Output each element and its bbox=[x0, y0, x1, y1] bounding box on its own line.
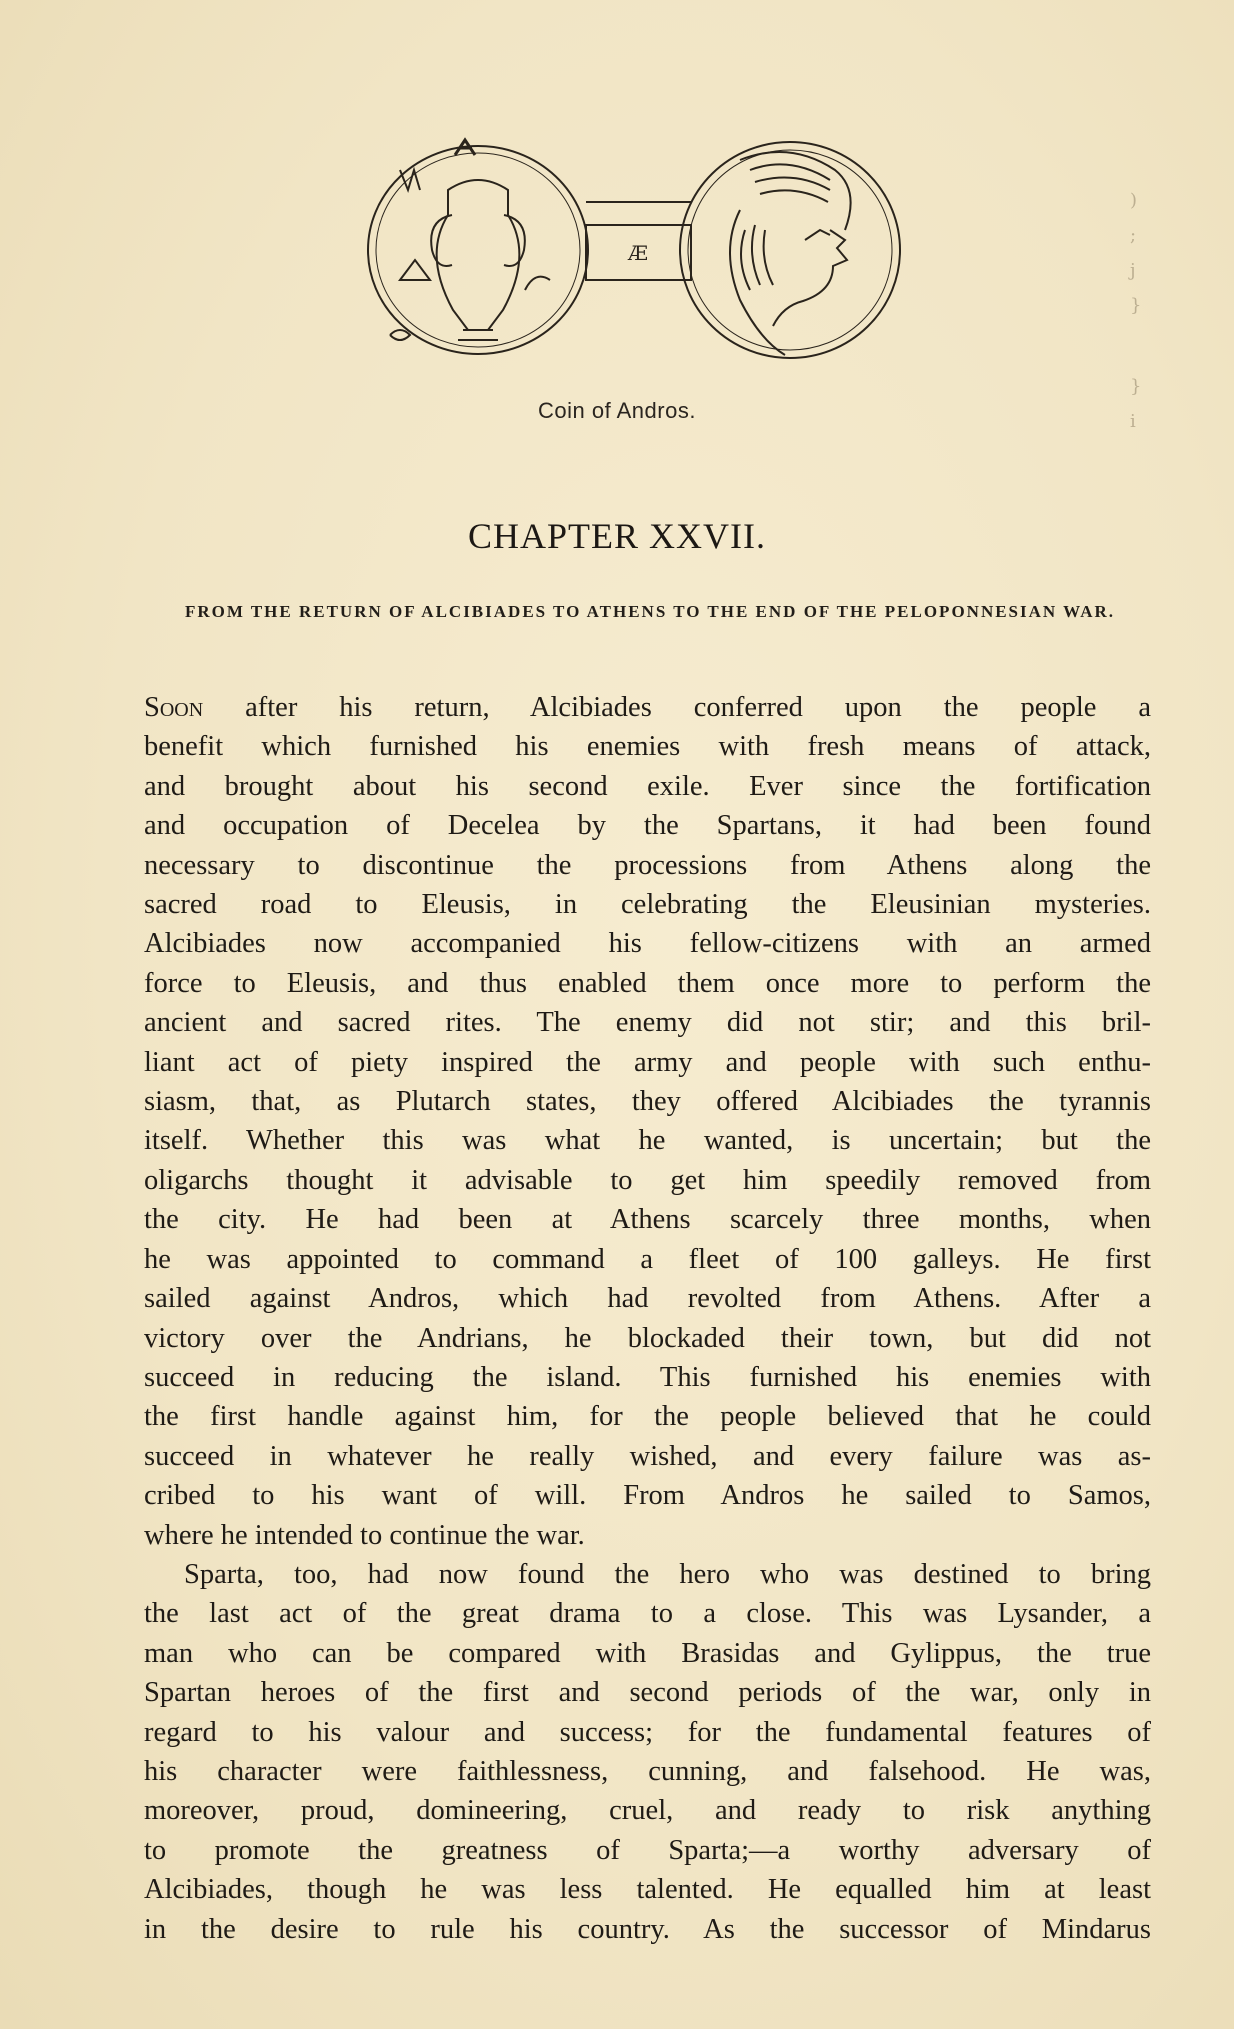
page-edge-marks: ) ; j } } i bbox=[1130, 190, 1142, 432]
text-line: Spartan heroes of the first and second periods of the war, only in bbox=[144, 1677, 1151, 1709]
text-line: and brought about his second exile. Ever since the fortification bbox=[144, 770, 1151, 802]
coin-reverse-head bbox=[680, 142, 900, 358]
text-line: succeed in reducing the island. This furnished his enemies with bbox=[144, 1361, 1151, 1393]
coin-metal-label: Æ bbox=[627, 241, 649, 265]
chapter-subtitle: FROM THE RETURN OF ALCIBIADES TO ATHENS TO THE END OF THE PELOPONNESIAN WAR. bbox=[184, 602, 1116, 621]
text-line: and occupation of Decelea by the Spartans, it had been found bbox=[144, 810, 1151, 842]
text-line: he was appointed to command a fleet of 100 galleys. He first bbox=[144, 1243, 1151, 1275]
text-line: itself. Whether this was what he wanted, is uncertain; but the bbox=[144, 1125, 1151, 1157]
coin-illustration bbox=[360, 130, 920, 370]
text-line: in the desire to rule his country. As the successor of Mindarus bbox=[144, 1913, 1151, 1945]
text-line: Soon after his return, Alcibiades conferred upon the people a bbox=[144, 692, 1151, 723]
text-line: Sparta, too, had now found the hero who was destined to bring bbox=[184, 1558, 1151, 1590]
text-line: man who can be compared with Brasidas and Gylippus, the true bbox=[144, 1637, 1151, 1669]
coin-of-andros-icon bbox=[360, 130, 920, 370]
body-text bbox=[144, 688, 1151, 1949]
text-line: siasm, that, as Plutarch states, they offered Alcibiades the tyrannis bbox=[144, 1086, 1151, 1118]
figure-caption: Coin of Andros. bbox=[538, 398, 696, 423]
text-line: his character were faithlessness, cunning, and falsehood. He was, bbox=[144, 1755, 1151, 1787]
text-line: succeed in whatever he really wished, and every failure was as- bbox=[144, 1440, 1151, 1472]
text-line: benefit which furnished his enemies with fresh means of attack, bbox=[144, 731, 1151, 763]
text-line: cribed to his want of will. From Andros he sailed to Samos, bbox=[144, 1480, 1151, 1512]
text-line: victory over the Andrians, he blockaded their town, but did not bbox=[144, 1322, 1151, 1354]
text-line: force to Eleusis, and thus enabled them once more to perform the bbox=[144, 967, 1151, 999]
text-line: where he intended to continue the war. bbox=[144, 1519, 585, 1551]
text-line: regard to his valour and success; for the fundamental features of bbox=[144, 1716, 1151, 1748]
chapter-title: CHAPTER XXVII. bbox=[468, 516, 766, 556]
text-line: necessary to discontinue the processions from Athens along the bbox=[144, 849, 1151, 881]
coin-obverse-amphora bbox=[368, 140, 588, 354]
text-line: the city. He had been at Athens scarcely three months, when bbox=[144, 1204, 1151, 1236]
text-line: to promote the greatness of Sparta;—a worthy adversary of bbox=[144, 1834, 1151, 1866]
text-line: the last act of the great drama to a close. This was Lysander, a bbox=[144, 1598, 1151, 1630]
text-line: sacred road to Eleusis, in celebrating the Eleusinian mysteries. bbox=[144, 889, 1151, 921]
text-line: sailed against Andros, which had revolted from Athens. After a bbox=[144, 1283, 1151, 1315]
text-line: Alcibiades now accompanied his fellow-citizens with an armed bbox=[144, 928, 1151, 960]
drop-word: Soon bbox=[144, 692, 204, 723]
text-line: the first handle against him, for the people believed that he could bbox=[144, 1401, 1151, 1433]
text-line: ancient and sacred rites. The enemy did not stir; and this bril- bbox=[144, 1007, 1151, 1039]
text-line: moreover, proud, domineering, cruel, and ready to risk anything bbox=[144, 1795, 1151, 1827]
text-line: Alcibiades, though he was less talented. He equalled him at least bbox=[144, 1874, 1151, 1906]
text-line: oligarchs thought it advisable to get him speedily removed from bbox=[144, 1164, 1151, 1196]
text-line: liant act of piety inspired the army and people with such enthu- bbox=[144, 1046, 1151, 1078]
